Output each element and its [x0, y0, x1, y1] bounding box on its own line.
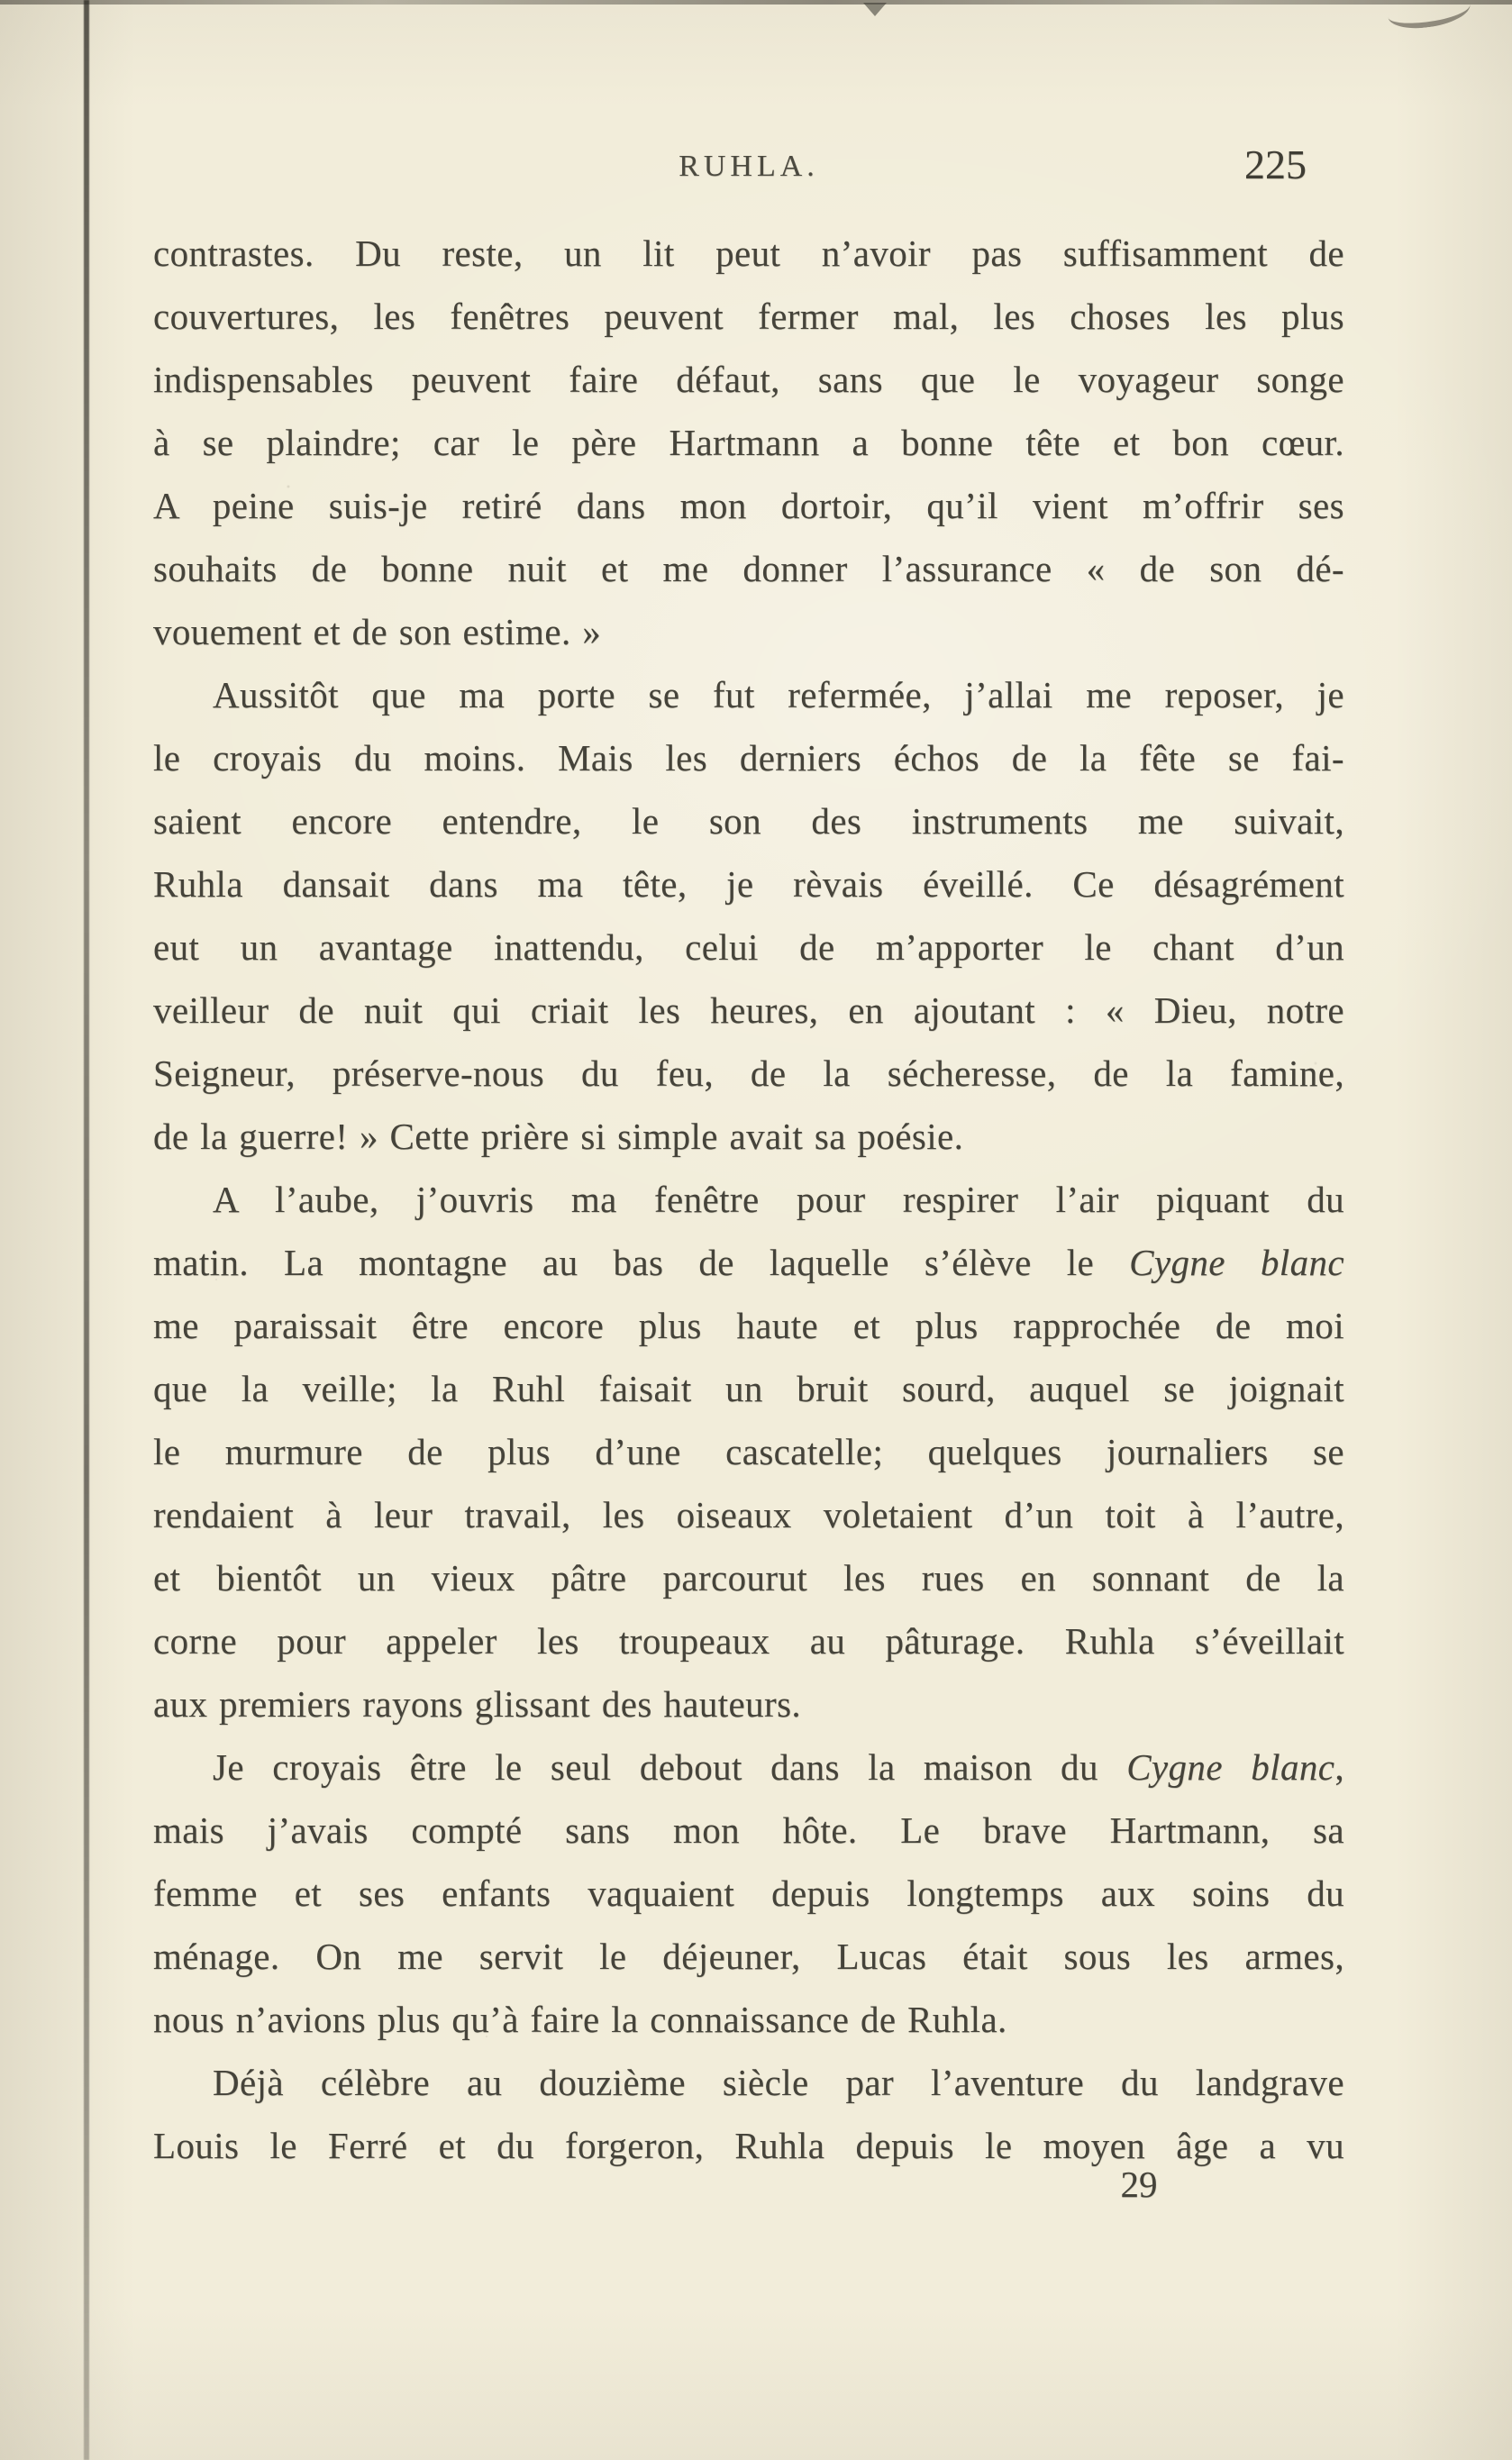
text-line	[153, 1799, 1344, 1862]
line-text: le murmure de plus d’une cascatelle; quelques journaliers se	[153, 1431, 1344, 1472]
text-line	[153, 2051, 1344, 2114]
line-text: de la guerre! » Cette prière si simple avait sa poésie.	[153, 1116, 964, 1157]
line-text: Ruhla dansait dans ma tête, je rèvais éveillé. Ce désagrément	[153, 863, 1344, 905]
line-text: Seigneur, préserve-nous du feu, de la sécheresse, de la famine,	[153, 1052, 1344, 1094]
italic-phrase: Cygne blanc	[1129, 1242, 1344, 1283]
text-line	[153, 1420, 1344, 1483]
text-line	[153, 1672, 1344, 1736]
line-text: A l’aube, j’ouvris ma fenêtre pour respirer l’air piquant du	[213, 1179, 1344, 1220]
page-text	[153, 222, 1344, 2177]
line-text: Louis le Ferré et du forgeron, Ruhla depuis le moyen âge a vu	[153, 2125, 1344, 2166]
text-line	[153, 600, 1344, 663]
line-text: saient encore entendre, le son des instruments me suivait,	[153, 800, 1344, 842]
line-text: vouement et de son estime. »	[153, 611, 602, 652]
text-line	[153, 222, 1344, 285]
line-text: matin. La montagne au bas de laquelle s’élève le	[153, 1242, 1130, 1283]
text-line	[153, 663, 1344, 726]
text-line	[153, 1925, 1344, 1988]
scan-squiggle-artifact	[1386, 0, 1472, 32]
line-text: le croyais du moins. Mais les derniers échos de la fête se fai-	[153, 737, 1344, 779]
text-line	[153, 726, 1344, 789]
scan-top-notch-mark	[863, 3, 887, 16]
line-text: veilleur de nuit qui criait les heures, en ajoutant : « Dieu, notre	[153, 989, 1344, 1031]
line-text: ménage. On me servit le déjeuner, Lucas était sous les armes,	[153, 1936, 1344, 1977]
text-line	[153, 1483, 1344, 1546]
line-text: Je croyais être le seul debout dans la maison du	[213, 1746, 1127, 1788]
text-line	[153, 411, 1344, 474]
line-text: aux premiers rayons glissant des hauteurs.	[153, 1683, 802, 1725]
text-line	[153, 852, 1344, 916]
scan-left-fold-line	[84, 0, 89, 2460]
text-line	[153, 474, 1344, 537]
line-text: indispensables peuvent faire défaut, sans que le voyageur songe	[153, 359, 1344, 400]
text-line	[153, 1736, 1344, 1799]
scan-top-edge	[0, 0, 1512, 5]
page-number: 225	[1244, 141, 1307, 187]
text-line	[153, 285, 1344, 348]
text-line	[153, 789, 1344, 852]
text-line	[153, 1988, 1344, 2051]
text-line	[153, 1231, 1344, 1294]
signature-mark: 29	[1120, 2164, 1158, 2205]
line-text: mais j’avais compté sans mon hôte. Le brave Hartmann, sa	[153, 1809, 1344, 1851]
text-line	[153, 1042, 1344, 1105]
line-text: eut un avantage inattendu, celui de m’apporter le chant d’un	[153, 926, 1344, 968]
line-text: nous n’avions plus qu’à faire la connaissance de Ruhla.	[153, 1999, 1007, 2040]
text-line	[153, 1168, 1344, 1231]
text-line	[153, 1294, 1344, 1357]
running-title: RUHLA.	[679, 150, 819, 183]
line-text: Aussitôt que ma porte se fut refermée, j’allai me reposer, je	[213, 674, 1344, 715]
line-text: que la veille; la Ruhl faisait un bruit sourd, auquel se joignait	[153, 1368, 1344, 1409]
line-text: souhaits de bonne nuit et me donner l’assurance « de son dé-	[153, 548, 1344, 589]
line-text: contrastes. Du reste, un lit peut n’avoir pas suffisamment de	[153, 232, 1344, 274]
line-text: me paraissait être encore plus haute et plus rapprochée de moi	[153, 1305, 1344, 1346]
text-line	[153, 916, 1344, 979]
line-text: rendaient à leur travail, les oiseaux voletaient d’un toit à l’autre,	[153, 1494, 1344, 1535]
text-line	[153, 1609, 1344, 1672]
text-line	[153, 1105, 1344, 1168]
text-line	[153, 348, 1344, 411]
line-text: à se plaindre; car le père Hartmann a bonne tête et bon cœur.	[153, 422, 1344, 463]
text-line	[153, 1546, 1344, 1609]
line-text: A peine suis-je retiré dans mon dortoir, qu’il vient m’offrir ses	[153, 485, 1344, 526]
text-line	[153, 1357, 1344, 1420]
line-text: corne pour appeler les troupeaux au pâturage. Ruhla s’éveillait	[153, 1620, 1344, 1662]
text-line	[153, 537, 1344, 600]
italic-phrase: Cygne blanc	[1126, 1746, 1335, 1788]
text-line	[153, 1862, 1344, 1925]
line-text: ,	[1334, 1746, 1344, 1788]
line-text: couvertures, les fenêtres peuvent fermer mal, les choses les plus	[153, 296, 1344, 337]
line-text: Déjà célèbre au douzième siècle par l’aventure du landgrave	[213, 2062, 1344, 2103]
line-text: et bientôt un vieux pâtre parcourut les rues en sonnant de la	[153, 1557, 1344, 1599]
text-line	[153, 979, 1344, 1042]
line-text: femme et ses enfants vaquaient depuis longtemps aux soins du	[153, 1872, 1344, 1914]
